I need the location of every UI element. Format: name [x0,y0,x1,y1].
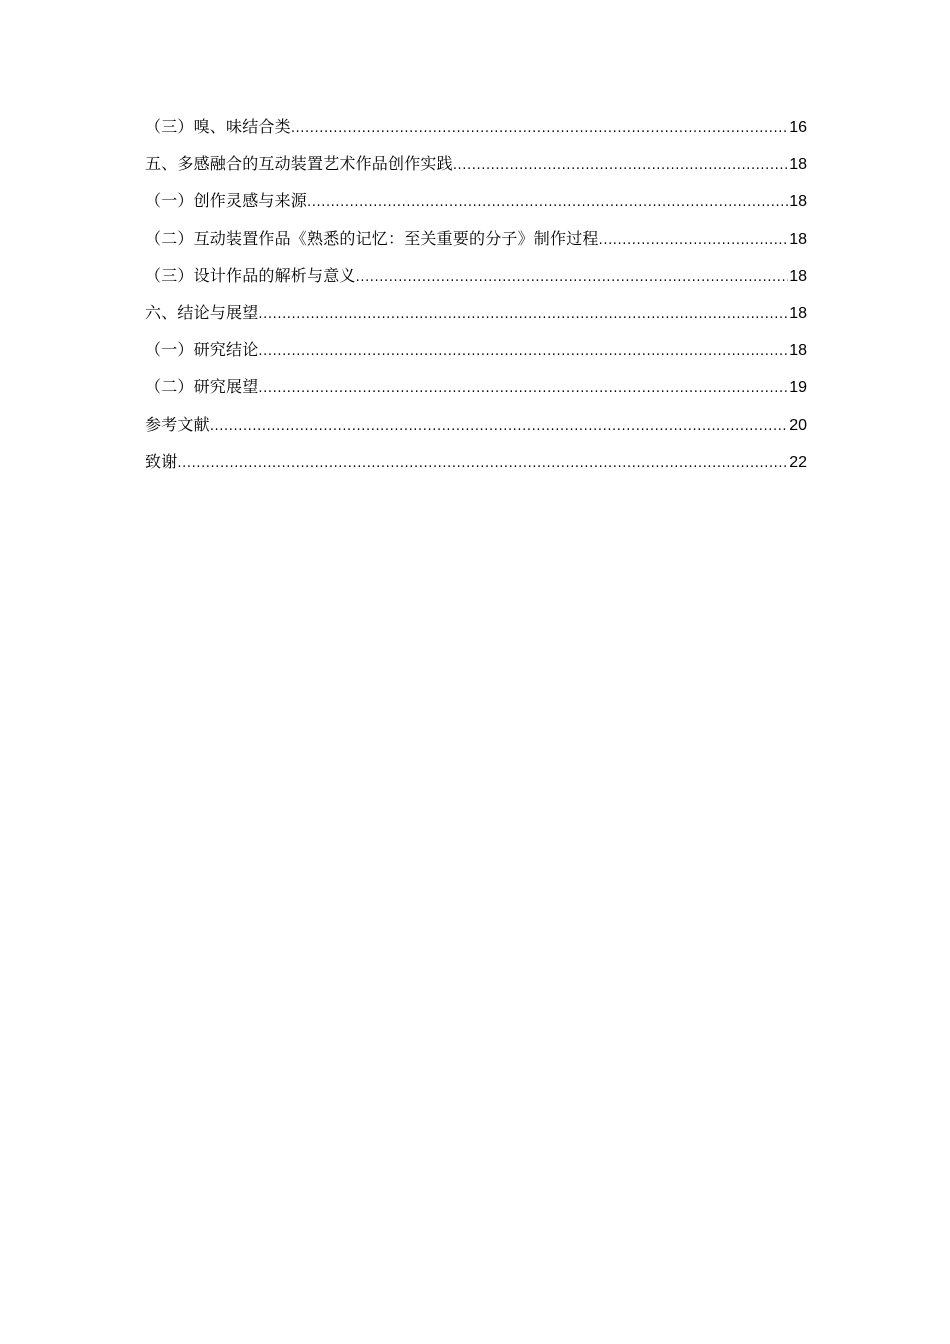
toc-entry[interactable] [145,151,807,188]
toc-entry[interactable] [145,374,807,411]
toc-entry[interactable] [145,226,807,263]
toc-entry-title: （一）创作灵感与来源 [145,191,308,211]
toc-entry[interactable] [145,300,807,337]
toc-entry-page: 16 [789,119,807,136]
toc-entry-title: 六、结论与展望 [145,302,259,322]
toc-dot-leader [258,302,788,328]
toc-dot-leader [356,265,789,291]
toc-entry-page: 18 [789,267,807,285]
toc-entry-title: 参考文献 [145,414,210,434]
toc-entry-page: 18 [789,156,807,174]
toc-entry-page: 18 [789,193,807,211]
toc-entry-title: （三）设计作品的解析与意义 [145,265,356,285]
toc-dot-leader [599,228,789,254]
toc-entry[interactable] [145,412,807,449]
toc-entry-page: 18 [789,342,807,360]
toc-dot-leader [453,153,788,179]
toc-dot-leader [258,376,788,402]
toc-dot-leader [307,190,788,216]
toc-entry-page: 18 [789,230,807,248]
table-of-contents [145,114,807,486]
toc-entry[interactable] [145,114,807,151]
toc-entry-page: 18 [789,304,807,322]
toc-dot-leader [210,414,788,440]
toc-entry-title: （三）嗅、味结合类 [145,117,291,136]
toc-entry-title: （一）研究结论 [145,340,259,360]
toc-dot-leader [291,116,788,142]
toc-entry-page: 19 [789,379,807,397]
toc-dot-leader [177,451,788,477]
toc-entry[interactable] [145,188,807,225]
toc-entry-title: 五、多感融合的互动装置艺术作品创作实践 [145,154,453,174]
toc-entry[interactable] [145,263,807,300]
toc-dot-leader [258,339,788,365]
toc-entry-title: （二）互动装置作品《熟悉的记忆：至关重要的分子》制作过程 [145,228,599,248]
toc-entry-title: （二）研究展望 [145,377,259,397]
toc-entry[interactable] [145,337,807,374]
toc-entry[interactable] [145,449,807,486]
toc-entry-page: 20 [789,416,807,434]
toc-entry-page: 22 [789,453,807,471]
toc-entry-title: 致谢 [145,451,178,471]
